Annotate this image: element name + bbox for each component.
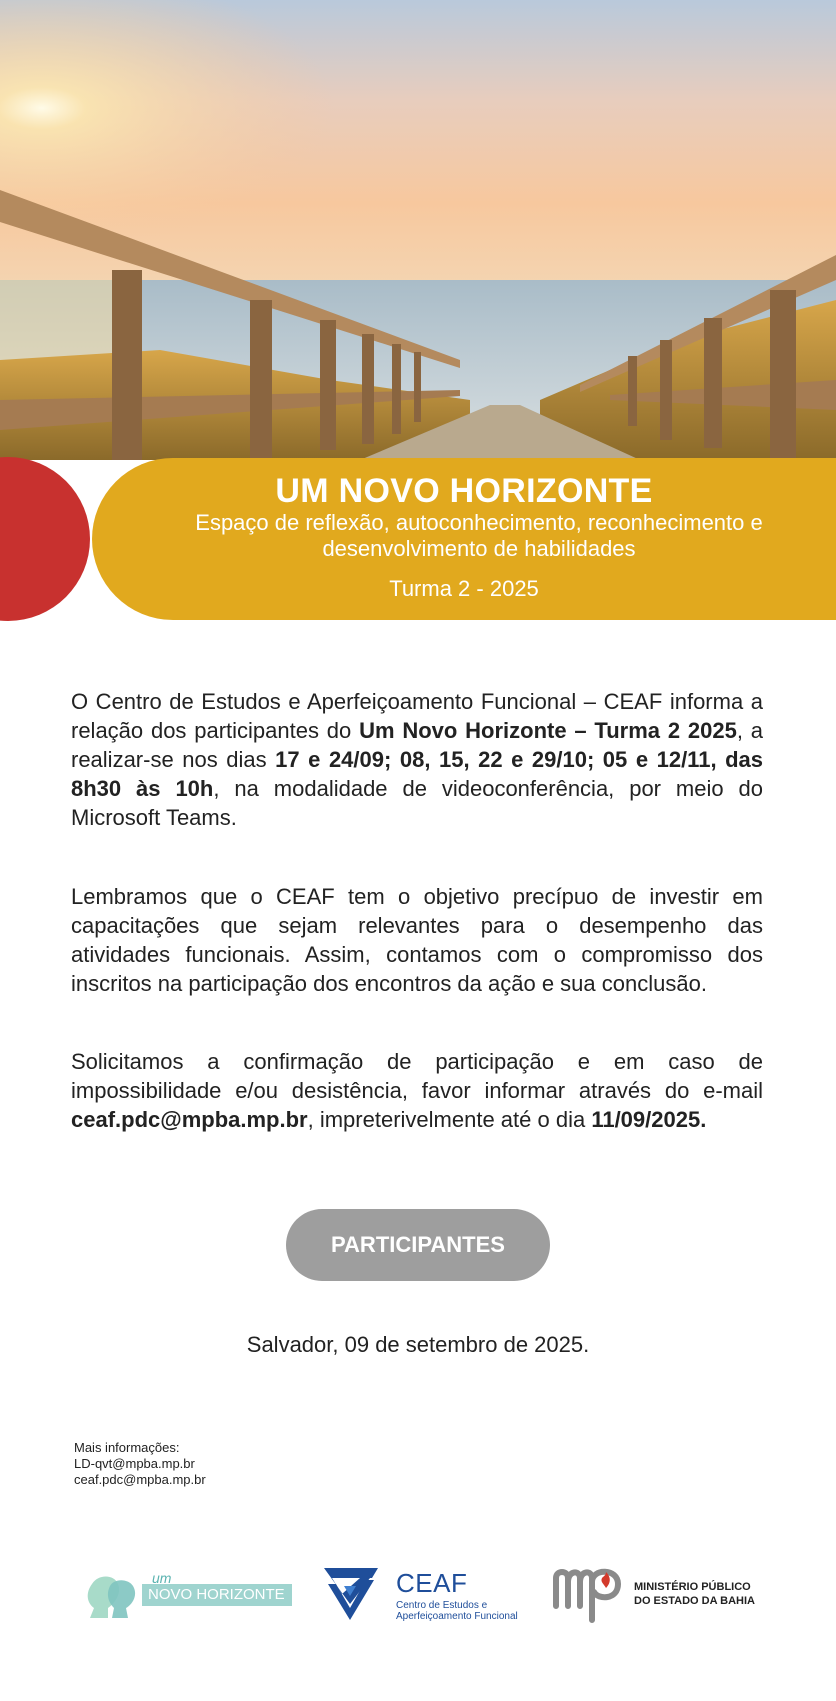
contact-email-link[interactable]: ceaf.pdc@mpba.mp.br <box>71 1107 308 1132</box>
contact-email-pdc[interactable]: ceaf.pdc@mpba.mp.br <box>74 1472 206 1487</box>
banner-class-label: Turma 2 - 2025 <box>389 576 539 601</box>
contact-heading: Mais informações: <box>74 1440 180 1455</box>
date-line: Salvador, 09 de setembro de 2025. <box>246 1332 590 1357</box>
mp-bahia-logo: MINISTÉRIO PÚBLICO DO ESTADO DA BAHIA <box>552 1562 772 1626</box>
banner-subtitle: Espaço de reflexão, autoconhecimento, reconhecimento e desenvolvimento de habilidades <box>195 510 763 561</box>
banner-title: UM NOVO HORIZONTE <box>275 472 653 510</box>
confirmation-paragraph: Solicitamos a confirmação de participação e em caso de impossibilidade e/ou desistência, favor informar através do e-mail ceaf.pdc@mpba.mp.br, impreterivelmente até o dia 11/09/2025. <box>71 1049 763 1132</box>
title-banner <box>92 458 836 620</box>
ceaf-emblem-icon <box>320 1564 382 1622</box>
contact-email-qvt[interactable]: LD-qvt@mpba.mp.br <box>74 1456 195 1471</box>
mp-emblem-icon <box>552 1562 624 1624</box>
contact-info <box>74 1440 206 1488</box>
commitment-paragraph: Lembramos que o CEAF tem o objetivo precípuo de investir em capacitações que sejam relevantes para o desempenho das atividades funcionais. Assim, contamos com o compromisso dos inscritos na participação dos encontros da ação e sua conclusão. <box>71 884 763 996</box>
novo-horizonte-logo: um NOVO HORIZONTE <box>84 1572 294 1622</box>
heads-icon <box>84 1574 144 1620</box>
ceaf-logo: CEAF Centro de Estudos e Aperfeiçoamento Funcional <box>320 1564 525 1624</box>
participants-button[interactable]: PARTICIPANTES <box>286 1209 550 1281</box>
deadline-date: 11/09/2025. <box>591 1107 707 1132</box>
intro-paragraph: O Centro de Estudos e Aperfeiçoamento Funcional – CEAF informa a relação dos participantes do Um Novo Horizonte – Turma 2 2025, a realizar-se nos dias 17 e 24/09; 08, 15, 22 e 29/10; 05 e 12/11, das 8h30 às 10h, na modalidade de videoconferência, por meio do Microsoft Teams. <box>71 689 763 830</box>
footer-logos <box>0 1560 836 1640</box>
